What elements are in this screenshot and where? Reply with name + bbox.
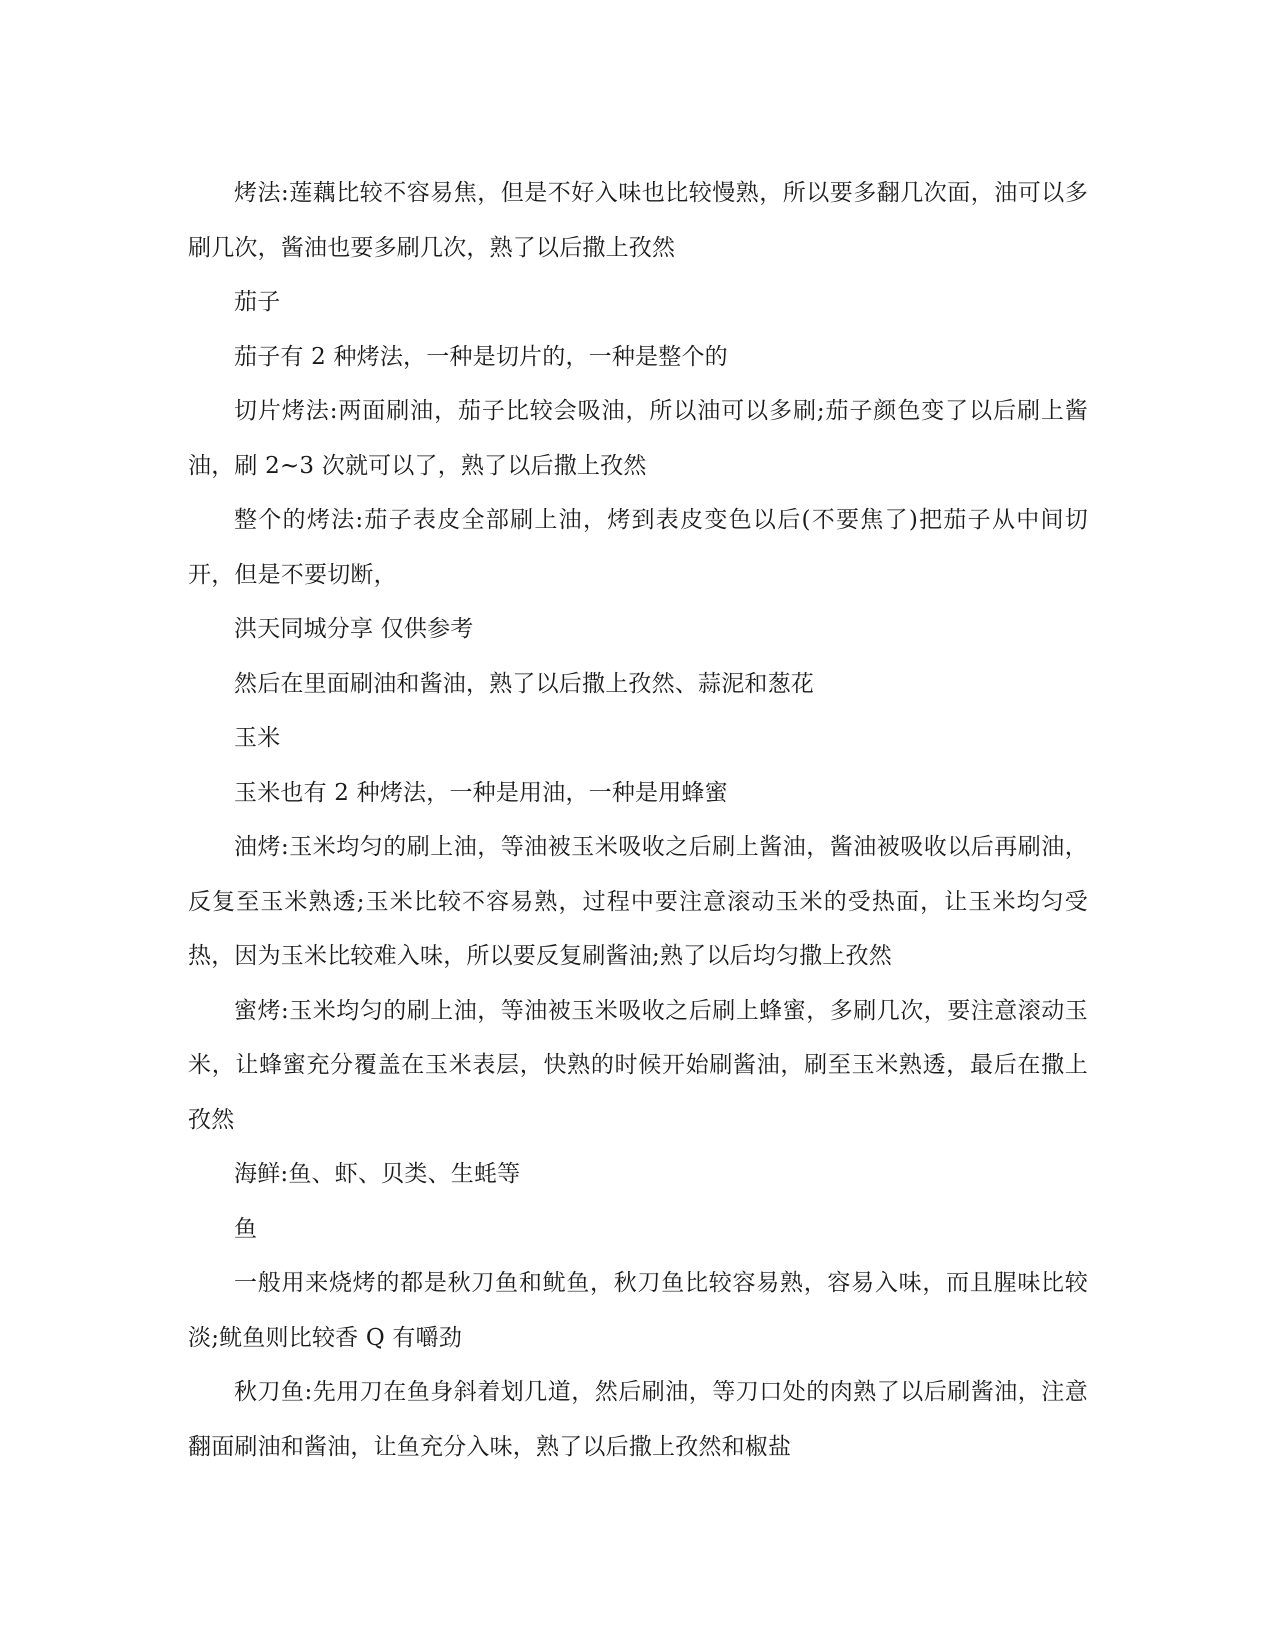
- heading-eggplant: 茄子: [234, 289, 281, 315]
- paragraph-corn-oil-method: 油烤:玉米均匀的刷上油，等油被玉米吸收之后刷上酱油，酱油被吸收以后再刷油，反复至玉米熟透;玉米比较不容易熟，过程中要注意滚动玉米的受热面，让玉米均匀受热，因为玉米比较难入味，所以要反复刷酱油;熟了以后均匀撒上孜然: [188, 834, 1088, 969]
- paragraph-fish-intro: 一般用来烧烤的都是秋刀鱼和鱿鱼，秋刀鱼比较容易熟，容易入味，而且腥味比较淡;鱿鱼则比较香 Q 有嚼劲: [188, 1270, 1088, 1351]
- paragraph-corn-honey-method: 蜜烤:玉米均匀的刷上油，等油被玉米吸收之后刷上蜂蜜，多刷几次，要注意滚动玉米，让蜂蜜充分覆盖在玉米表层，快熟的时候开始刷酱油，刷至玉米熟透，最后在撒上孜然: [188, 997, 1088, 1133]
- paragraph-lotus-root-method: 烤法:莲藕比较不容易焦，但是不好入味也比较慢熟，所以要多翻几次面，油可以多刷几次，酱油也要多刷几次，熟了以后撒上孜然: [188, 180, 1088, 261]
- paragraph-corn-two-methods: 玉米也有 2 种烤法，一种是用油，一种是用蜂蜜: [234, 779, 728, 806]
- paragraph-eggplant-sliced: 切片烤法:两面刷油，茄子比较会吸油，所以油可以多刷;茄子颜色变了以后刷上酱油，刷 2~3 次就可以了，熟了以后撒上孜然: [188, 398, 1088, 479]
- paragraph-eggplant-finish: 然后在里面刷油和酱油，熟了以后撒上孜然、蒜泥和葱花: [234, 670, 814, 697]
- paragraph-source-note: 洪天同城分享 仅供参考: [234, 616, 474, 642]
- paragraph-eggplant-whole: 整个的烤法:茄子表皮全部刷上油，烤到表皮变色以后(不要焦了)把茄子从中间切开，但是不要切断，: [188, 507, 1088, 588]
- heading-seafood: 海鲜:鱼、虾、贝类、生蚝等: [234, 1161, 521, 1187]
- heading-corn: 玉米: [234, 725, 281, 751]
- paragraph-saury-method: 秋刀鱼:先用刀在鱼身斜着划几道，然后刷油，等刀口处的肉熟了以后刷酱油，注意翻面刷油和酱油，让鱼充分入味，熟了以后撒上孜然和椒盐: [188, 1379, 1088, 1460]
- paragraph-eggplant-two-methods: 茄子有 2 种烤法，一种是切片的，一种是整个的: [234, 343, 728, 370]
- heading-fish: 鱼: [234, 1215, 258, 1242]
- document-body: [188, 166, 1088, 1474]
